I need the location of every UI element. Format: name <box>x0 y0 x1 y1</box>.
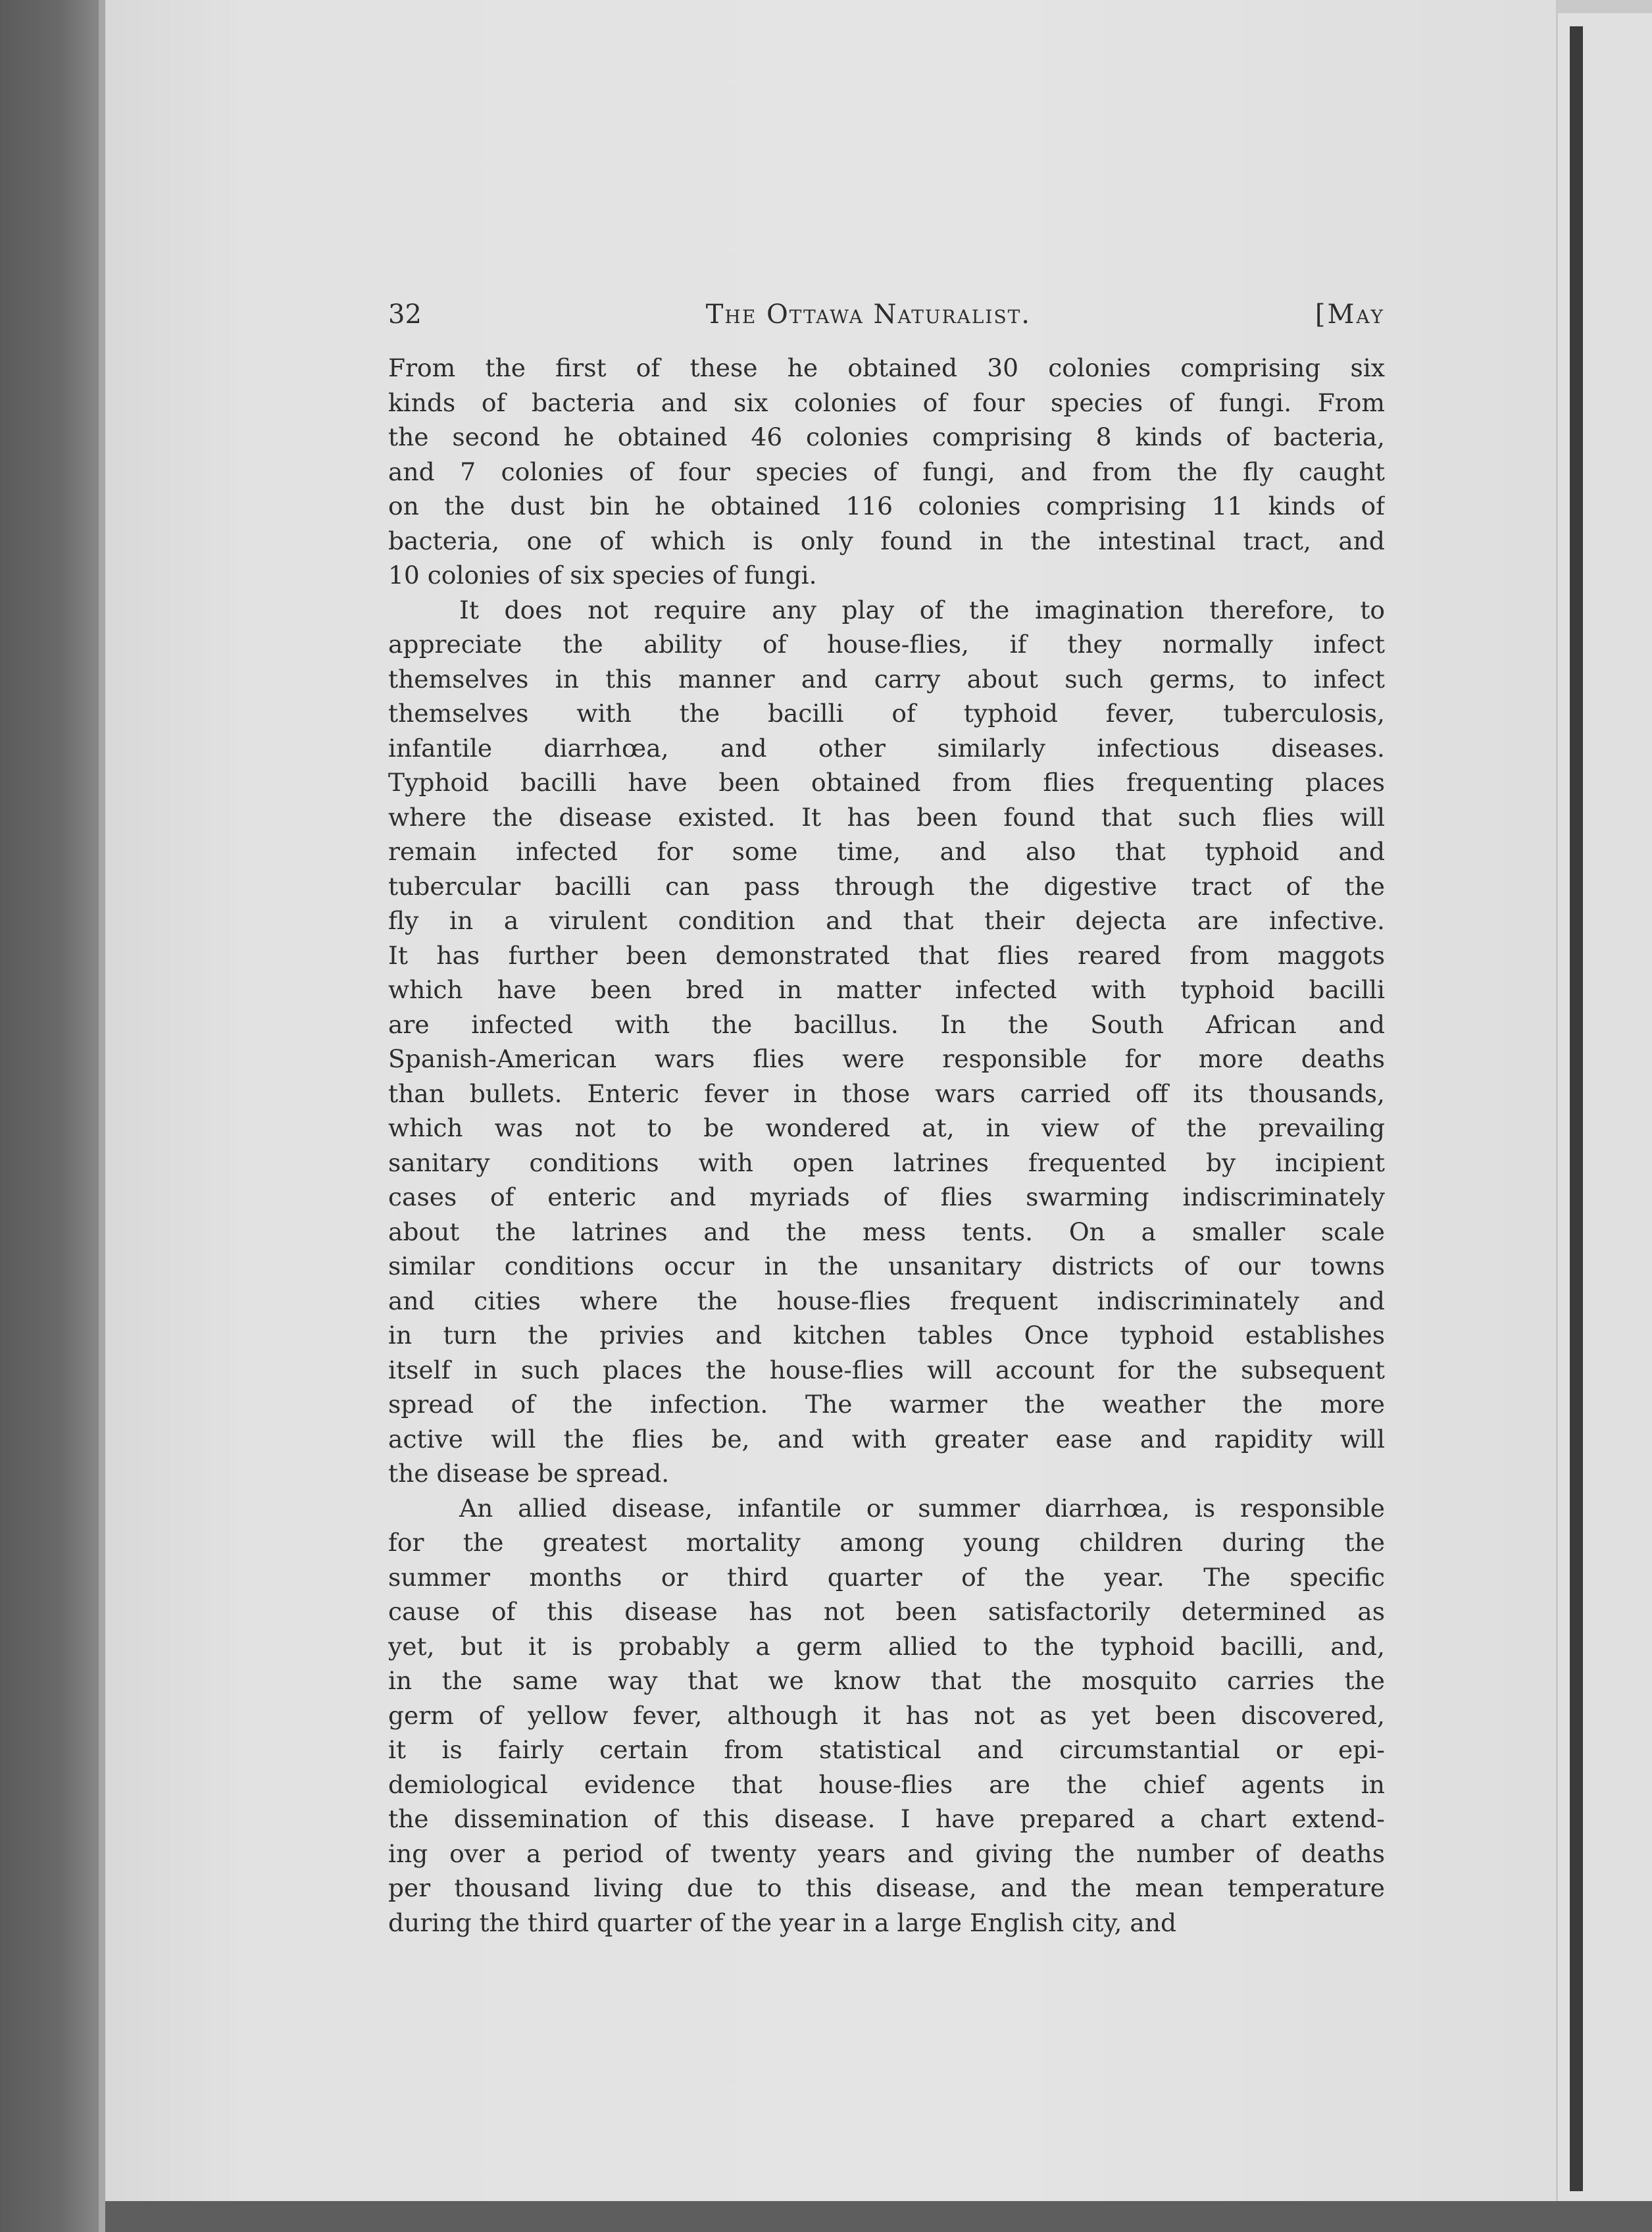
text-line: about the latrines and the mess tents. On a smaller scale <box>388 1217 1385 1246</box>
text-line: demiological evidence that house-flies are the chief agents in <box>388 1769 1385 1799</box>
text-block <box>388 299 1385 1940</box>
running-header <box>388 299 1385 330</box>
text-line: cause of this disease has not been satisfactorily determined as <box>388 1597 1385 1626</box>
text-line: 10 colonies of six species of fungi. <box>388 561 817 590</box>
text-line: per thousand living due to this disease, and the mean temperature <box>388 1873 1385 1902</box>
text-line: on the dust bin he obtained 116 colonies comprising 11 kinds of <box>388 492 1385 520</box>
text-line: themselves with the bacilli of typhoid fever, tuberculosis, <box>388 699 1385 728</box>
text-line: it is fairly certain from statistical and circumstantial or epi- <box>388 1735 1385 1764</box>
text-line: It has further been demonstrated that flies reared from maggots <box>388 940 1385 970</box>
text-line: where the disease existed. It has been found that such flies will <box>388 802 1385 832</box>
text-line: are infected with the bacillus. In the South African and <box>388 1009 1385 1039</box>
text-line: tubercular bacilli can pass through the digestive tract of the <box>388 871 1385 901</box>
text-line: itself in such places the house-flies will account for the subsequent <box>388 1355 1385 1384</box>
journal-title: The Ottawa Naturalist. <box>705 299 1032 330</box>
text-line: ing over a period of twenty years and giving the number of deaths <box>388 1839 1385 1868</box>
text-line: germ of yellow fever, although it has not as yet been discovered, <box>388 1700 1385 1730</box>
text-line: themselves in this manner and carry about such germs, to infect <box>388 664 1385 694</box>
paragraph <box>388 351 1385 593</box>
text-line: From the first of these he obtained 30 colonies comprising six <box>388 353 1385 382</box>
text-line: Spanish-American wars flies were responsible for more deaths <box>388 1044 1385 1073</box>
text-line: the dissemination of this disease. I have prepared a chart extend- <box>388 1804 1385 1833</box>
text-line: and cities where the house-flies frequent indiscriminately and <box>388 1286 1385 1315</box>
text-line: during the third quarter of the year in a large English city, and <box>388 1908 1177 1937</box>
page-number: 32 <box>388 299 422 330</box>
paragraph <box>388 593 1385 1491</box>
book-binding <box>0 0 102 2232</box>
text-line: bacteria, one of which is only found in the intestinal tract, and <box>388 526 1385 555</box>
body-text <box>388 351 1385 1940</box>
text-line: remain infected for some time, and also that typhoid and <box>388 837 1385 866</box>
bottom-shadow <box>105 2201 1652 2232</box>
text-line: spread of the infection. The warmer the weather the more <box>388 1390 1385 1419</box>
text-line: than bullets. Enteric fever in those wars carried off its thousands, <box>388 1078 1385 1108</box>
text-line: the disease be spread. <box>388 1459 670 1488</box>
text-line: An allied disease, infantile or summer diarrhœa, is responsible <box>459 1493 1385 1523</box>
text-line: sanitary conditions with open latrines frequented by incipient <box>388 1148 1385 1177</box>
text-line: for the greatest mortality among young children during the <box>388 1528 1385 1557</box>
text-line: active will the flies be, and with greater ease and rapidity will <box>388 1424 1385 1454</box>
text-line: which was not to be wondered at, in view of the prevailing <box>388 1113 1385 1142</box>
text-line: in turn the privies and kitchen tables Once typhoid establishes <box>388 1321 1385 1350</box>
text-line: in the same way that we know that the mosquito carries the <box>388 1666 1385 1695</box>
text-line: infantile diarrhœa, and other similarly infectious diseases. <box>388 733 1385 763</box>
running-date: [May <box>1314 299 1385 330</box>
adjacent-page-edge <box>1570 26 1583 2191</box>
text-line: fly in a virulent condition and that their dejecta are infective. <box>388 906 1385 935</box>
text-line: cases of enteric and myriads of flies swarming indiscriminately <box>388 1182 1385 1211</box>
text-line: appreciate the ability of house-flies, if they normally infect <box>388 630 1385 659</box>
paragraph <box>388 1491 1385 1940</box>
text-line: yet, but it is probably a germ allied to the typhoid bacilli, and, <box>388 1631 1385 1661</box>
text-line: the second he obtained 46 colonies comprising 8 kinds of bacteria, <box>388 422 1385 451</box>
text-line: similar conditions occur in the unsanitary districts of our towns <box>388 1252 1385 1281</box>
text-line: Typhoid bacilli have been obtained from flies frequenting places <box>388 768 1385 797</box>
text-line: which have been bred in matter infected with typhoid bacilli <box>388 975 1385 1004</box>
text-line: summer months or third quarter of the year. The specific <box>388 1562 1385 1592</box>
text-line: and 7 colonies of four species of fungi, and from the fly caught <box>388 457 1385 486</box>
text-line: It does not require any play of the imagination therefore, to <box>459 595 1385 624</box>
text-line: kinds of bacteria and six colonies of four species of fungi. From <box>388 388 1385 417</box>
